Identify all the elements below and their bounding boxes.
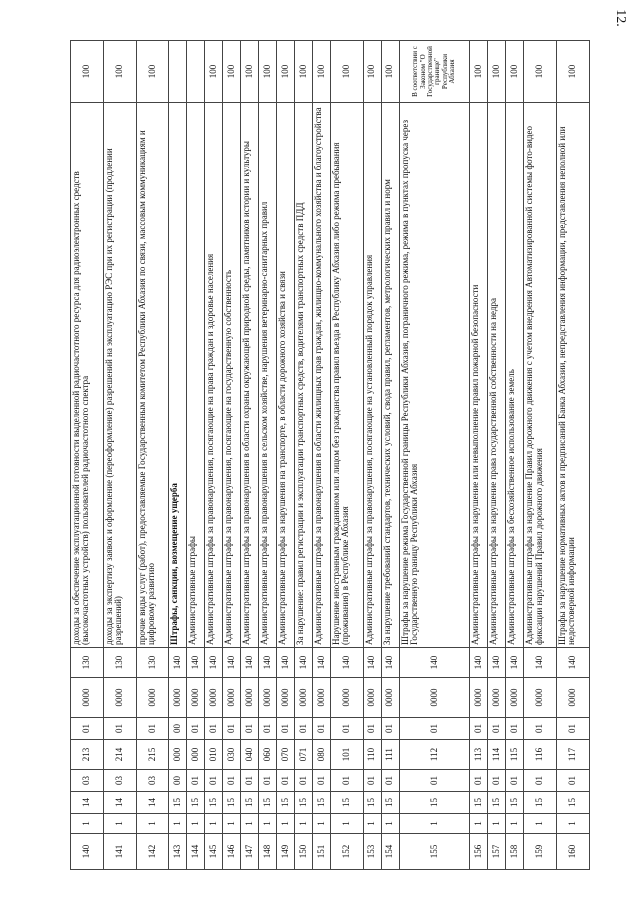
table-row bbox=[488, 41, 506, 870]
cell-value: 100 bbox=[557, 41, 590, 103]
budget-table-rotated bbox=[70, 40, 590, 870]
cell-n: 152 bbox=[330, 834, 363, 870]
cell-n: 141 bbox=[103, 834, 136, 870]
cell-b: 15 bbox=[557, 792, 590, 814]
cell-a: 1 bbox=[259, 814, 277, 834]
cell-f: 0000 bbox=[241, 678, 259, 718]
cell-a: 1 bbox=[470, 814, 488, 834]
cell-d: 110 bbox=[363, 740, 381, 770]
table-row bbox=[277, 41, 295, 870]
cell-c: 03 bbox=[136, 770, 169, 792]
cell-g: 140 bbox=[381, 648, 399, 678]
cell-n: 155 bbox=[399, 834, 470, 870]
cell-c: 01 bbox=[470, 770, 488, 792]
cell-e: 01 bbox=[71, 718, 104, 740]
cell-c: 01 bbox=[363, 770, 381, 792]
cell-f: 0000 bbox=[330, 678, 363, 718]
table-row bbox=[295, 41, 313, 870]
cell-description: Нарушение иностранным гражданином или лицом без гражданства правил въезда в Республику Абхазия либо режима пребывания (проживания) в Республике Абхазия bbox=[330, 103, 363, 648]
cell-a: 1 bbox=[524, 814, 557, 834]
cell-description: Административные штрафы за нарушение Правил дорожного движения с учетом внедрения Автоматизированной системы фото-видео фиксации нарушений Правил дорожного движения bbox=[524, 103, 557, 648]
cell-f: 0000 bbox=[399, 678, 470, 718]
cell-b: 15 bbox=[312, 792, 330, 814]
cell-n: 147 bbox=[241, 834, 259, 870]
cell-e: 01 bbox=[524, 718, 557, 740]
cell-a: 1 bbox=[295, 814, 313, 834]
cell-g: 140 bbox=[399, 648, 470, 678]
table-row bbox=[506, 41, 524, 870]
cell-c: 01 bbox=[223, 770, 241, 792]
cell-e: 00 bbox=[169, 718, 187, 740]
cell-e: 01 bbox=[187, 718, 205, 740]
cell-c: 01 bbox=[506, 770, 524, 792]
cell-c: 03 bbox=[71, 770, 104, 792]
cell-a: 1 bbox=[187, 814, 205, 834]
cell-b: 15 bbox=[470, 792, 488, 814]
cell-g: 140 bbox=[363, 648, 381, 678]
cell-value bbox=[169, 41, 187, 103]
cell-f: 0000 bbox=[259, 678, 277, 718]
table-row bbox=[136, 41, 169, 870]
table-row bbox=[557, 41, 590, 870]
cell-d: 040 bbox=[241, 740, 259, 770]
cell-b: 15 bbox=[488, 792, 506, 814]
cell-g: 140 bbox=[169, 648, 187, 678]
cell-e: 01 bbox=[330, 718, 363, 740]
budget-classification-table bbox=[70, 40, 590, 870]
cell-f: 0000 bbox=[381, 678, 399, 718]
cell-a: 1 bbox=[241, 814, 259, 834]
cell-b: 14 bbox=[103, 792, 136, 814]
cell-g: 140 bbox=[295, 648, 313, 678]
cell-g: 140 bbox=[506, 648, 524, 678]
cell-f: 0000 bbox=[524, 678, 557, 718]
cell-n: 146 bbox=[223, 834, 241, 870]
cell-description: Административные штрафы за нарушение или невыполнение правил пожарной безопасности bbox=[470, 103, 488, 648]
table-row bbox=[241, 41, 259, 870]
table-row bbox=[363, 41, 381, 870]
cell-c: 01 bbox=[312, 770, 330, 792]
cell-d: 116 bbox=[524, 740, 557, 770]
cell-a: 1 bbox=[103, 814, 136, 834]
cell-n: 153 bbox=[363, 834, 381, 870]
cell-value: 100 bbox=[381, 41, 399, 103]
cell-f: 0000 bbox=[103, 678, 136, 718]
table-row bbox=[524, 41, 557, 870]
cell-g: 140 bbox=[259, 648, 277, 678]
cell-value: 100 bbox=[506, 41, 524, 103]
cell-g: 130 bbox=[71, 648, 104, 678]
cell-description: Штрафы за нарушение нормативных актов и предписаний Банка Абхазии, непредставления информации, представления неполной или недостоверной информации bbox=[557, 103, 590, 648]
cell-d: 215 bbox=[136, 740, 169, 770]
cell-f: 0000 bbox=[312, 678, 330, 718]
cell-e: 01 bbox=[381, 718, 399, 740]
cell-d: 115 bbox=[506, 740, 524, 770]
cell-g: 140 bbox=[557, 648, 590, 678]
cell-d: 000 bbox=[187, 740, 205, 770]
cell-a: 1 bbox=[488, 814, 506, 834]
page-number: 12. bbox=[612, 9, 628, 27]
cell-description: Административные штрафы за правонарушения в области жилищных прав граждан, жилищно-коммунального хозяйства и благоустройства bbox=[312, 103, 330, 648]
cell-g: 140 bbox=[470, 648, 488, 678]
cell-e: 01 bbox=[363, 718, 381, 740]
cell-value: 100 bbox=[363, 41, 381, 103]
cell-value: 100 bbox=[259, 41, 277, 103]
cell-value: 100 bbox=[488, 41, 506, 103]
table-row bbox=[259, 41, 277, 870]
cell-value: 100 bbox=[223, 41, 241, 103]
cell-value: 100 bbox=[205, 41, 223, 103]
cell-description: Административные штрафы за нарушения на транспорте, в области дорожного хозяйства и связи bbox=[277, 103, 295, 648]
cell-c: 01 bbox=[330, 770, 363, 792]
cell-a: 1 bbox=[312, 814, 330, 834]
cell-g: 130 bbox=[103, 648, 136, 678]
cell-description: Административные штрафы за правонарушения, посягающие на установленный порядок управления bbox=[363, 103, 381, 648]
cell-f: 0000 bbox=[169, 678, 187, 718]
cell-b: 14 bbox=[136, 792, 169, 814]
cell-c: 03 bbox=[103, 770, 136, 792]
cell-c: 01 bbox=[295, 770, 313, 792]
cell-c: 01 bbox=[205, 770, 223, 792]
cell-n: 158 bbox=[506, 834, 524, 870]
cell-b: 15 bbox=[277, 792, 295, 814]
cell-n: 142 bbox=[136, 834, 169, 870]
table-row bbox=[205, 41, 223, 870]
cell-f: 0000 bbox=[295, 678, 313, 718]
cell-b: 15 bbox=[169, 792, 187, 814]
cell-b: 15 bbox=[399, 792, 470, 814]
cell-a: 1 bbox=[205, 814, 223, 834]
cell-e: 01 bbox=[103, 718, 136, 740]
cell-b: 15 bbox=[223, 792, 241, 814]
cell-e: 01 bbox=[223, 718, 241, 740]
cell-b: 15 bbox=[506, 792, 524, 814]
cell-description: Административные штрафы за правонарушения в области охраны окружающей природной среды, памятников истории и культуры bbox=[241, 103, 259, 648]
cell-n: 151 bbox=[312, 834, 330, 870]
cell-e: 01 bbox=[241, 718, 259, 740]
cell-c: 01 bbox=[187, 770, 205, 792]
cell-a: 1 bbox=[71, 814, 104, 834]
cell-b: 14 bbox=[71, 792, 104, 814]
table-row bbox=[330, 41, 363, 870]
cell-e: 01 bbox=[506, 718, 524, 740]
cell-a: 1 bbox=[277, 814, 295, 834]
table-row bbox=[312, 41, 330, 870]
cell-a: 1 bbox=[330, 814, 363, 834]
cell-d: 114 bbox=[488, 740, 506, 770]
cell-a: 1 bbox=[223, 814, 241, 834]
cell-d: 113 bbox=[470, 740, 488, 770]
cell-d: 071 bbox=[295, 740, 313, 770]
cell-d: 112 bbox=[399, 740, 470, 770]
cell-d: 010 bbox=[205, 740, 223, 770]
cell-n: 156 bbox=[470, 834, 488, 870]
cell-n: 148 bbox=[259, 834, 277, 870]
cell-g: 140 bbox=[241, 648, 259, 678]
cell-f: 0000 bbox=[223, 678, 241, 718]
cell-b: 15 bbox=[363, 792, 381, 814]
cell-d: 070 bbox=[277, 740, 295, 770]
cell-description: прочие виды услуг (работ), предоставляемые Государственным комитетом Республики Абхазия по связи, массовым коммуникациям и цифровому развитию bbox=[136, 103, 169, 648]
cell-c: 01 bbox=[399, 770, 470, 792]
table-row bbox=[169, 41, 187, 870]
cell-description: доходы за экспертизу заявок и оформление (переоформление) разрешений на эксплуатацию РЭС при их регистрации (продлении разрешений) bbox=[103, 103, 136, 648]
table-row bbox=[399, 41, 470, 870]
cell-b: 15 bbox=[259, 792, 277, 814]
cell-n: 154 bbox=[381, 834, 399, 870]
cell-b: 15 bbox=[205, 792, 223, 814]
cell-a: 1 bbox=[557, 814, 590, 834]
cell-a: 1 bbox=[381, 814, 399, 834]
cell-e: 01 bbox=[399, 718, 470, 740]
cell-value: 100 bbox=[103, 41, 136, 103]
cell-c: 01 bbox=[259, 770, 277, 792]
cell-g: 140 bbox=[524, 648, 557, 678]
cell-c: 01 bbox=[277, 770, 295, 792]
cell-g: 140 bbox=[187, 648, 205, 678]
cell-a: 1 bbox=[399, 814, 470, 834]
cell-d: 117 bbox=[557, 740, 590, 770]
cell-description: За нарушение требований стандартов, технических условий, свода правил, регламентов, метрологических правил и норм bbox=[381, 103, 399, 648]
cell-b: 15 bbox=[241, 792, 259, 814]
cell-f: 0000 bbox=[557, 678, 590, 718]
cell-description: Штрафы, санкции, возмещение ущерба bbox=[169, 103, 187, 648]
cell-b: 15 bbox=[381, 792, 399, 814]
cell-description: Административные штрафы за правонарушения в сельском хозяйстве, нарушения ветеринарно-санитарных правил bbox=[259, 103, 277, 648]
cell-c: 01 bbox=[488, 770, 506, 792]
cell-d: 213 bbox=[71, 740, 104, 770]
cell-description: Административные штрафы за правонарушения, посягающие на права граждан и здоровье населения bbox=[205, 103, 223, 648]
cell-a: 1 bbox=[136, 814, 169, 834]
cell-e: 01 bbox=[312, 718, 330, 740]
cell-f: 0000 bbox=[136, 678, 169, 718]
cell-value bbox=[187, 41, 205, 103]
table-row bbox=[103, 41, 136, 870]
cell-d: 000 bbox=[169, 740, 187, 770]
table-row bbox=[223, 41, 241, 870]
cell-description: Административные штрафы за бесхозяйственное использование земель bbox=[506, 103, 524, 648]
table-row bbox=[187, 41, 205, 870]
cell-value: 100 bbox=[330, 41, 363, 103]
cell-a: 1 bbox=[506, 814, 524, 834]
cell-e: 01 bbox=[259, 718, 277, 740]
cell-d: 111 bbox=[381, 740, 399, 770]
cell-e: 01 bbox=[557, 718, 590, 740]
cell-description: доходы за обеспечение эксплуатационной готовности выделенной радиочастотного ресурса для радиоэлектронных средств (высокочастотных устройств) пользователей радиочастотного спектра bbox=[71, 103, 104, 648]
cell-value: 100 bbox=[524, 41, 557, 103]
cell-e: 01 bbox=[136, 718, 169, 740]
cell-b: 15 bbox=[524, 792, 557, 814]
cell-c: 00 bbox=[169, 770, 187, 792]
cell-description: Административные штрафы bbox=[187, 103, 205, 648]
cell-c: 01 bbox=[381, 770, 399, 792]
cell-f: 0000 bbox=[205, 678, 223, 718]
cell-n: 149 bbox=[277, 834, 295, 870]
cell-g: 140 bbox=[223, 648, 241, 678]
cell-n: 159 bbox=[524, 834, 557, 870]
cell-b: 15 bbox=[330, 792, 363, 814]
cell-g: 140 bbox=[312, 648, 330, 678]
cell-e: 01 bbox=[470, 718, 488, 740]
cell-f: 0000 bbox=[187, 678, 205, 718]
cell-description: Административные штрафы за правонарушения, посягающие на государственную собственность bbox=[223, 103, 241, 648]
cell-b: 15 bbox=[295, 792, 313, 814]
cell-description: Административные штрафы за нарушение права государственной собственности на недра bbox=[488, 103, 506, 648]
cell-f: 0000 bbox=[71, 678, 104, 718]
cell-d: 214 bbox=[103, 740, 136, 770]
cell-value: 100 bbox=[470, 41, 488, 103]
cell-e: 01 bbox=[295, 718, 313, 740]
cell-e: 01 bbox=[277, 718, 295, 740]
cell-c: 01 bbox=[557, 770, 590, 792]
cell-g: 140 bbox=[205, 648, 223, 678]
cell-c: 01 bbox=[241, 770, 259, 792]
cell-f: 0000 bbox=[363, 678, 381, 718]
cell-e: 01 bbox=[205, 718, 223, 740]
cell-description: Штрафы за нарушение режима Государственной границы Республики Абхазия, пограничного режима, режима в пунктах пропуска через Государственную границу Республики Абхазия bbox=[399, 103, 470, 648]
cell-d: 080 bbox=[312, 740, 330, 770]
table-row bbox=[470, 41, 488, 870]
cell-g: 140 bbox=[277, 648, 295, 678]
cell-value: 100 bbox=[71, 41, 104, 103]
cell-value: 100 bbox=[277, 41, 295, 103]
cell-n: 150 bbox=[295, 834, 313, 870]
cell-f: 0000 bbox=[277, 678, 295, 718]
cell-e: 01 bbox=[488, 718, 506, 740]
cell-n: 160 bbox=[557, 834, 590, 870]
table-row bbox=[71, 41, 104, 870]
table-row bbox=[381, 41, 399, 870]
cell-value: 100 bbox=[136, 41, 169, 103]
cell-n: 145 bbox=[205, 834, 223, 870]
cell-description: За нарушение: правил регистрации и эксплуатации транспортных средств, водителями транспортных средств ПДД bbox=[295, 103, 313, 648]
cell-d: 030 bbox=[223, 740, 241, 770]
cell-g: 130 bbox=[136, 648, 169, 678]
cell-g: 140 bbox=[488, 648, 506, 678]
cell-a: 1 bbox=[169, 814, 187, 834]
cell-f: 0000 bbox=[488, 678, 506, 718]
cell-n: 143 bbox=[169, 834, 187, 870]
cell-value: В соответствии с Законом "О Государственной границе" Республики Абхазия bbox=[399, 41, 470, 103]
cell-a: 1 bbox=[363, 814, 381, 834]
cell-value: 100 bbox=[295, 41, 313, 103]
cell-d: 101 bbox=[330, 740, 363, 770]
cell-d: 060 bbox=[259, 740, 277, 770]
cell-c: 01 bbox=[524, 770, 557, 792]
cell-n: 140 bbox=[71, 834, 104, 870]
cell-value: 100 bbox=[241, 41, 259, 103]
cell-f: 0000 bbox=[506, 678, 524, 718]
cell-n: 144 bbox=[187, 834, 205, 870]
cell-n: 157 bbox=[488, 834, 506, 870]
cell-b: 15 bbox=[187, 792, 205, 814]
cell-g: 140 bbox=[330, 648, 363, 678]
cell-value: 100 bbox=[312, 41, 330, 103]
cell-f: 0000 bbox=[470, 678, 488, 718]
